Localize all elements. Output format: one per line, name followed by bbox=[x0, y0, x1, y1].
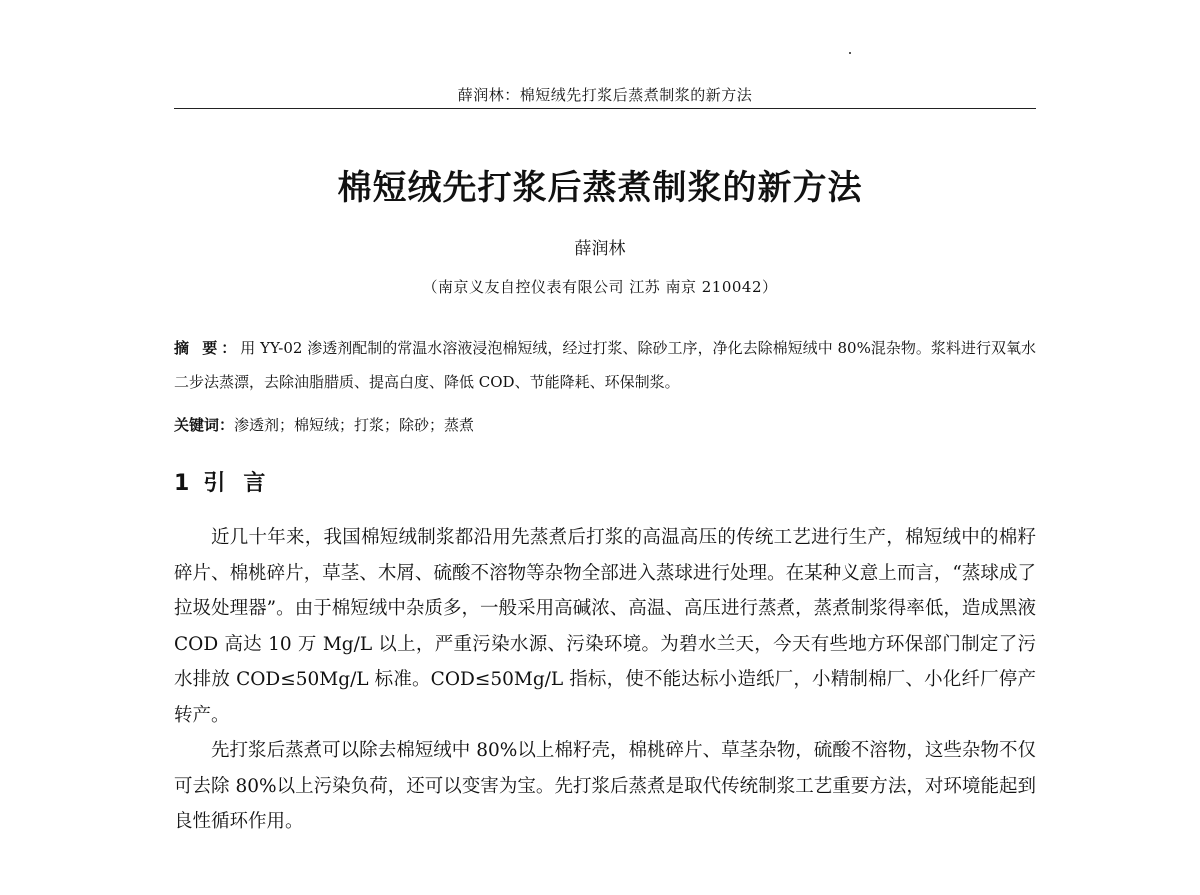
keywords bbox=[174, 412, 1036, 438]
paragraph: 近几十年来，我国棉短绒制浆都沿用先蒸煮后打浆的高温高压的传统工艺进行生产，棉短绒中的棉籽碎片、棉桃碎片，草茎、木屑、硫酸不溶物等杂物全部进入蒸球进行处理。在某种义意上而言，“蒸球成了拉圾处理器”。由于棉短绒中杂质多，一般采用高碱浓、高温、高压进行蒸煮，蒸煮制浆得率低，造成黑液 COD 高达 10 万 Mg/L 以上，严重污染水源、污染环境。为碧水兰天，今天有些地方环保部门制定了污水排放 COD≤50Mg/L 标准。COD≤50Mg/L 指标，使不能达标小造纸厂，小精制棉厂、小化纤厂停产转产。 bbox=[174, 527, 1036, 726]
author-name: 薛润林 bbox=[574, 239, 626, 259]
paragraph: 先打浆后蒸煮可以除去棉短绒中 80%以上棉籽壳，棉桃碎片、草茎杂物，硫酸不溶物，这些杂物不仅可去除 80%以上污染负荷，还可以变害为宝。先打浆后蒸煮是取代传统制浆工艺重要方法，对环境能起到良性循环作用。 bbox=[174, 740, 1036, 832]
section-number: 1 bbox=[174, 471, 190, 496]
abstract-text: 用 YY-02 渗透剂配制的常温水溶液浸泡棉短绒，经过打浆、除砂工序，净化去除棉短绒中 80%混杂物。浆料进行双氧水二步法蒸漂，去除油脂腊质、提高白度、降低 COD、节能降耗、环保制浆。 bbox=[174, 339, 1036, 391]
header-rule bbox=[174, 108, 1036, 109]
paper-title: 棉短绒先打浆后蒸煮制浆的新方法 bbox=[337, 168, 863, 208]
section-heading bbox=[174, 466, 283, 497]
running-header: 薛润林：棉短绒先打浆后蒸煮制浆的新方法 bbox=[457, 86, 753, 104]
author-affiliation: （南京义友自控仪表有限公司 江苏 南京 210042） bbox=[422, 278, 778, 296]
body-text bbox=[174, 520, 1036, 840]
abstract-label: 摘 要： bbox=[174, 339, 241, 357]
abstract bbox=[174, 331, 1036, 399]
keywords-label: 关键词： bbox=[174, 416, 235, 434]
scan-speck bbox=[849, 52, 851, 54]
section-title: 引言 bbox=[203, 471, 284, 496]
keywords-text: 渗透剂；棉短绒；打浆；除砂；蒸煮 bbox=[234, 416, 475, 434]
